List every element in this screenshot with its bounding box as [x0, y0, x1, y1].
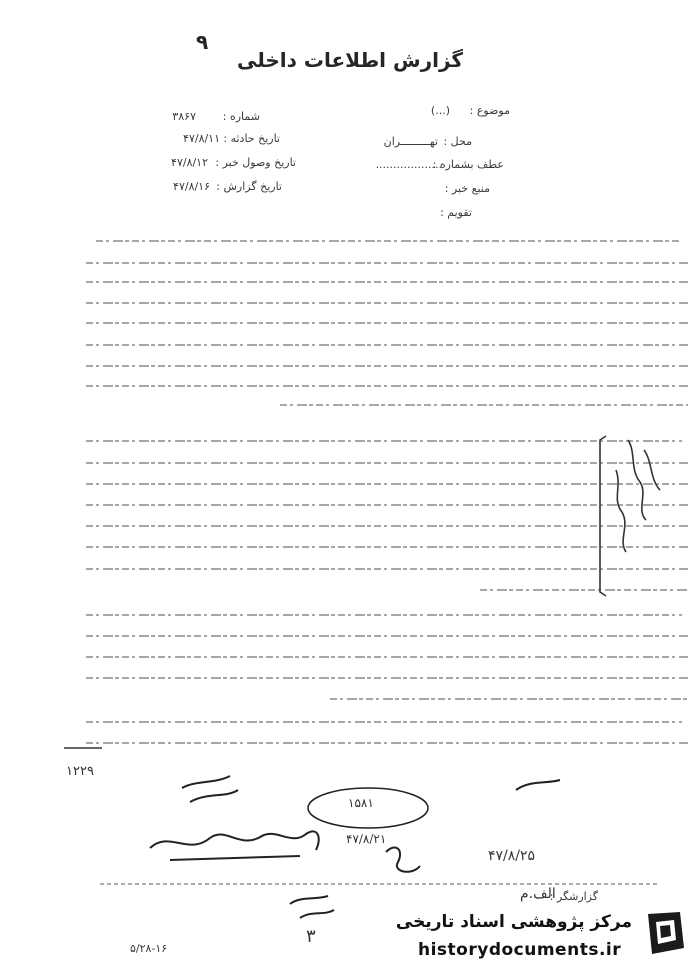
field-source-label: منبع خبر :: [444, 182, 490, 195]
footer-code: ۵/۲۸-۱۶: [130, 942, 168, 955]
field-incident-date-value: ۴۷/۸/۱۱: [183, 132, 220, 145]
field-subject-value: (...): [430, 104, 450, 117]
signature-left: [150, 831, 319, 850]
watermark-name: مرکز پژوهشی اسناد تاریخی: [395, 912, 632, 932]
top-mark: ۹: [196, 30, 209, 54]
field-received-date-value: ۴۷/۸/۱۲: [171, 156, 208, 169]
field-report-date-label: تاریخ گزارش :: [216, 180, 282, 193]
archive-logo-icon: [640, 908, 690, 960]
field-received-date-label: تاریخ وصول خبر :: [215, 156, 296, 169]
margin-number: ۱۲۲۹: [66, 764, 94, 779]
document-title: گزارش اطلاعات داخلی: [236, 48, 464, 72]
field-subject-label: موضوع :: [469, 104, 510, 117]
field-number-value: ۳۸۶۷: [172, 110, 196, 123]
field-calendar-label: تقویم :: [440, 206, 472, 219]
watermark-url: historydocuments.ir: [418, 940, 622, 960]
bottom-date: ۴۷/۸/۲۵: [488, 848, 536, 864]
field-reference-value: ...................: [375, 158, 442, 171]
field-location-label: محل :: [443, 135, 472, 148]
field-report-date-value: ۴۷/۸/۱۶: [173, 180, 210, 193]
field-reference-label: عطف بشماره :: [432, 158, 504, 171]
signature-scribble-1: [182, 776, 238, 802]
stamp-date: ۴۷/۸/۲۱: [346, 832, 387, 846]
field-location-value: تهـــــــــران: [383, 135, 438, 148]
reporter-label: گزارشگر :: [549, 890, 598, 903]
stamp-number: ۱۵۸۱: [348, 796, 374, 810]
page-number: ۳: [306, 926, 316, 947]
field-number-label: شماره :: [222, 110, 260, 123]
field-incident-date-label: تاریخ حادثه :: [223, 132, 280, 145]
reporter-value: الف.م: [520, 886, 556, 902]
